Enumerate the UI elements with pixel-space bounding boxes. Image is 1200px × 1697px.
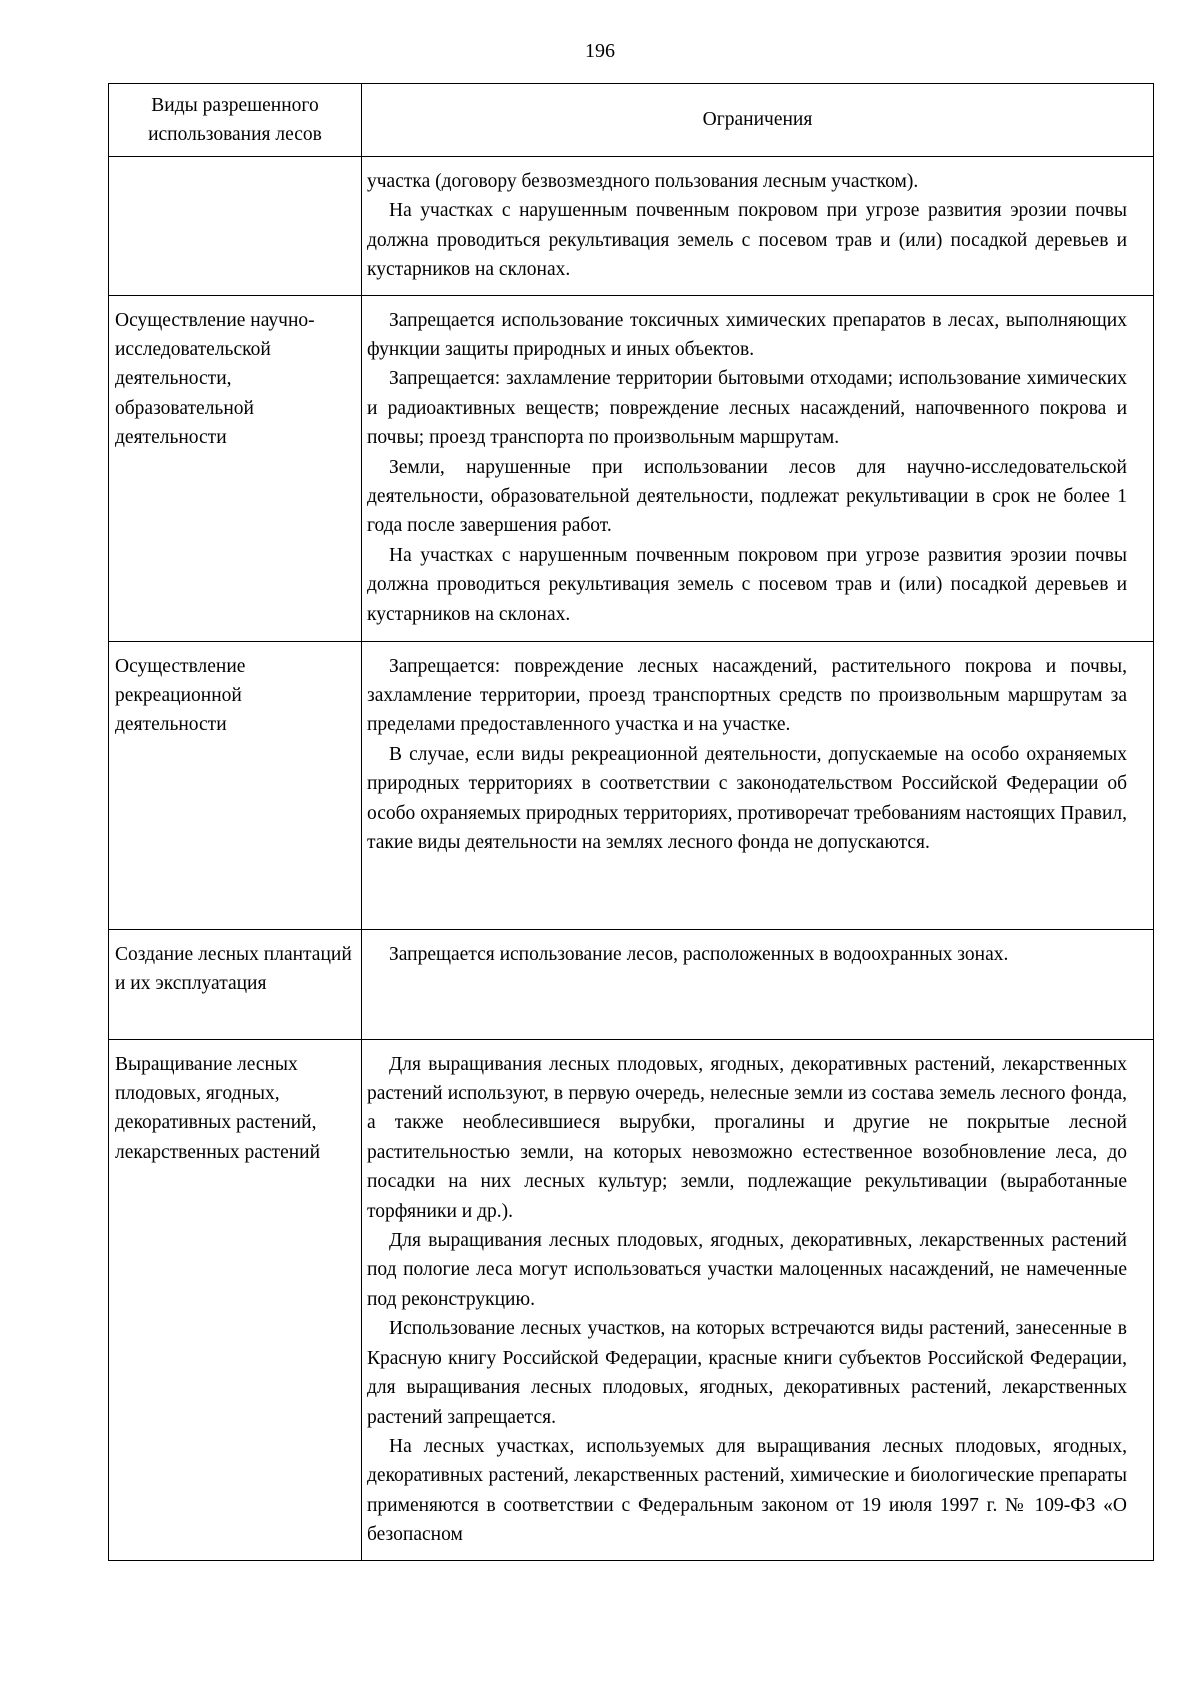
paragraph: Для выращивания лесных плодовых, ягодных, декоративных растений, лекарственных растений используют, в первую очередь, нелесные земли из состава земель лесного фонда, а также необлесившиеся вырубки, прогалины и другие не покрытые лесной растительностью земли, на которых невозможно естественное возобновление леса, до посадки на них лесных культур; земли, подлежащие рекультивации (выработанные торфяники и др.). <box>367 1053 1127 1222</box>
kind-cell: Осуществление научно-исследовательской деятельности, образовательной деятельности <box>109 295 362 641</box>
table-header-row <box>109 84 1154 157</box>
kind-cell: Выращивание лесных плодовых, ягодных, декоративных растений, лекарственных растений <box>109 1039 362 1560</box>
header-kind: Виды разрешенного использования лесов <box>109 84 362 157</box>
restrictions-cell <box>362 929 1154 1039</box>
paragraph: Использование лесных участков, на которых встречаются виды растений, занесенные в Красную книгу Российской Федерации, красные книги субъектов Российской Федерации, для выращивания лесных плодовых, ягодных, декоративных растений, лекарственных растений запрещается. <box>367 1318 1127 1428</box>
restrictions-cell <box>362 295 1154 641</box>
paragraph: Запрещается использование лесов, расположенных в водоохранных зонах. <box>389 943 1009 965</box>
table-row <box>109 1039 1154 1560</box>
kind-cell: Осуществление рекреационной деятельности <box>109 641 362 929</box>
paragraph: На участках с нарушенным почвенным покровом при угрозе развития эрозии почвы должна проводиться рекультивация земель с посевом трав и (или) посадкой деревьев и кустарников на склонах. <box>367 544 1127 625</box>
restrictions-table <box>108 83 1154 1561</box>
kind-cell <box>109 157 362 296</box>
table-row <box>109 929 1154 1039</box>
paragraph: Запрещается: захламление территории бытовыми отходами; использование химических и радиоактивных веществ; повреждение лесных насаждений, напочвенного покрова и почвы; проезд транспорта по произвольным маршрутам. <box>367 368 1127 449</box>
restrictions-cell <box>362 641 1154 929</box>
paragraph: В случае, если виды рекреационной деятельности, допускаемые на особо охраняемых природных территориях в соответствии с законодательством Российской Федерации об особо охраняемых природных территориях, противоречат требованиям настоящих Правил, такие виды деятельности на землях лесного фонда не допускаются. <box>367 743 1127 854</box>
paragraph: На лесных участках, используемых для выращивания лесных плодовых, ягодных, декоративных растений, лекарственных растений, химические и биологические препараты применяются в соответствии с Федеральным законом от 19 июля 1997 г. № 109-ФЗ «О безопасном <box>367 1435 1127 1546</box>
paragraph: Запрещается использование токсичных химических препаратов в лесах, выполняющих функции защиты природных и иных объектов. <box>367 309 1127 361</box>
page-number: 196 <box>585 40 615 62</box>
paragraph: Для выращивания лесных плодовых, ягодных, декоративных, лекарственных растений под пологие леса могут использоваться участки малоценных насаждений, не намеченные под реконструкцию. <box>367 1230 1127 1310</box>
paragraph: На участках с нарушенным почвенным покровом при угрозе развития эрозии почвы должна проводиться рекультивация земель с посевом трав и (или) посадкой деревьев и кустарников на склонах. <box>367 200 1127 281</box>
paragraph: Земли, нарушенные при использовании лесов для научно-исследовательской деятельности, образовательной деятельности, подлежат рекультивации в срок не более 1 года после завершения работ. <box>367 456 1127 537</box>
header-restrictions: Ограничения <box>362 84 1154 157</box>
table-row <box>109 641 1154 929</box>
restrictions-cell <box>362 157 1154 296</box>
restrictions-cell <box>362 1039 1154 1560</box>
paragraph: Запрещается: повреждение лесных насаждений, растительного покрова и почвы, захламление территории, проезд транспортных средств по произвольным маршрутам за пределами предоставленного участка и на участке. <box>367 655 1127 736</box>
table-row <box>109 295 1154 641</box>
table-row <box>109 157 1154 296</box>
kind-cell: Создание лесных плантаций и их эксплуатация <box>109 929 362 1039</box>
paragraph: участка (договору безвозмездного пользования лесным участком). <box>367 171 919 192</box>
